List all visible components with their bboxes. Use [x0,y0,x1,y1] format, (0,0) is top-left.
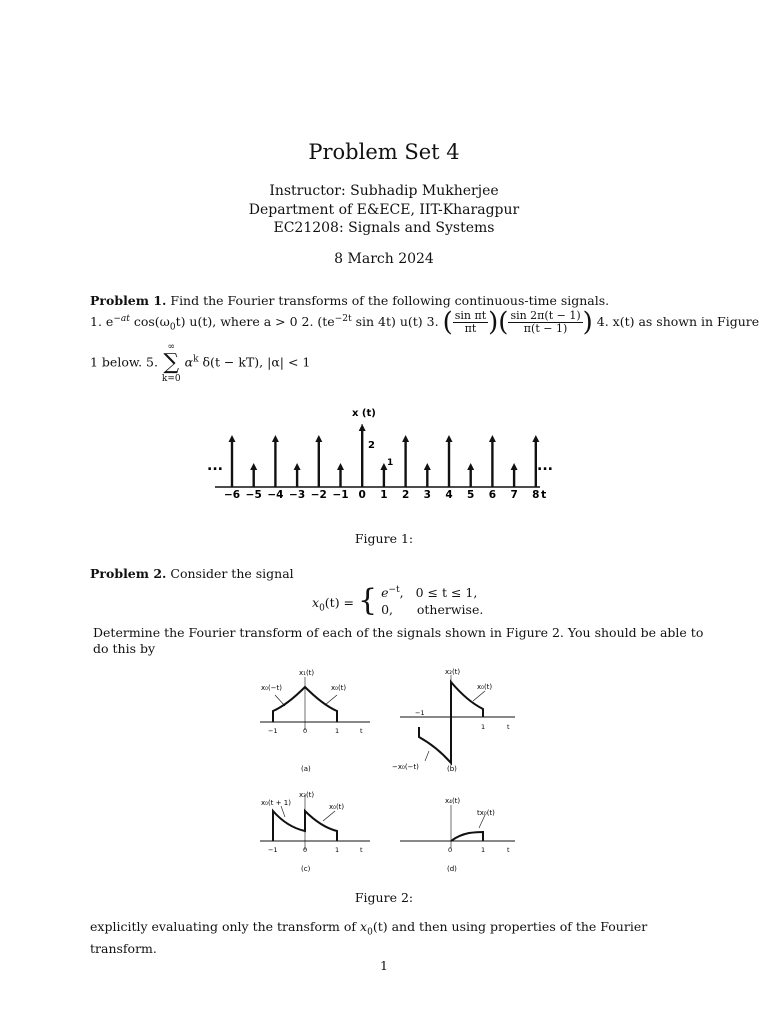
item4-text: 4. x(t) as shown in Figure [592,314,760,329]
problem2-heading: Problem 2. [90,566,167,581]
impulse-arrowhead-2 [272,435,279,442]
fig2b-right-label: x₀(t) [477,683,493,691]
item2-text: (te [317,314,335,329]
figure1-impulses [229,424,540,487]
case1-expr: e [381,585,389,601]
tick-label-11: 5 [467,489,475,501]
ending-x: x [360,919,368,934]
fig2a-tick-0: 0 [303,727,308,735]
paren-close-1: ) [488,307,499,338]
fig2b-label: (b) [447,765,457,773]
paren-open-1: ( [442,307,453,338]
tick-label-6: 0 [358,489,366,501]
page-title: Problem Set 4 [308,140,460,164]
fig2a-tick-1: 1 [335,727,340,735]
fig2b-bottom-label: −x₀(−t) [392,763,419,771]
tick-label-7: 1 [380,489,388,501]
fig2a-left-label: x₀(−t) [261,684,283,692]
paren-close-2: ) [582,307,593,338]
ellipsis-right: ... [537,458,553,474]
problem1-items-line1 [90,307,760,338]
impulse-arrowhead-0 [229,435,236,442]
item5-exponent: k [193,354,199,365]
sum-symbol [162,342,181,384]
figure2-panel-a [260,669,370,773]
tick-label-10: 4 [445,489,453,501]
figure1-xlabel: t [541,488,547,501]
item2-rest: sin 4t) u(t) [351,314,423,329]
x0-lhs-x: x [312,594,320,610]
sum-top: ∞ [167,342,176,352]
fig2b-ylabel: x₂(t) [445,668,461,676]
impulse-arrowhead-13 [511,463,518,470]
problem1-intro: Find the Fourier transforms of the following continuous-time signals. [170,293,610,308]
figure1-impulse-train [195,400,575,510]
problem2-intro-line [90,566,690,582]
figure2-panel-b [392,668,515,773]
line2-prefix: 1 below. 5. [90,354,162,370]
item3-num2: sin 2π(t − 1) [510,309,581,322]
item5-rest: δ(t − kT), |α| < 1 [198,354,311,370]
paren-open-2: ( [498,307,509,338]
fig2b-tick-1: 1 [481,723,486,731]
impulse-arrowhead-11 [467,463,474,470]
impulse-arrowhead-8 [402,435,409,442]
instructor: Instructor: Subhadip Mukherjee [269,183,499,199]
ending-sub: 0 [367,927,373,938]
fig2d-tick-1: 1 [481,846,486,854]
case1: $e^{-t}$, 0 ≤ t ≤ 1, [381,585,478,601]
x0-cases [381,582,483,618]
fig2d-right-label: tx₀(t) [477,809,495,817]
case1-exponent: −t [388,585,400,595]
figure1-tick-labels [224,489,540,501]
tick-label-12: 6 [488,489,497,501]
tick-label-3: −3 [289,489,306,501]
impulse-arrowhead-12 [489,435,496,442]
fig2a-label: (a) [301,765,311,773]
tick-label-5: −1 [332,489,349,501]
impulse-arrowhead-9 [424,463,431,470]
fig2d-tick-0: 0 [448,846,453,854]
fig2c-label: (c) [301,865,311,873]
item2-exponent: −2t [334,313,352,324]
fig2a-tick-t: t [360,727,363,735]
item1-exponent: −at [113,313,130,324]
case2 [381,601,483,618]
fig2c-tick-0: 0 [303,846,308,854]
tick-label-4: −2 [310,489,327,501]
item3-num1: sin πt [454,309,487,322]
case2-expr: 0, [381,602,394,618]
fig2a-ylabel: x₁(t) [299,669,315,677]
tick-label-1: −5 [245,489,262,501]
fig2a-tick-neg1: −1 [268,727,278,735]
problem2-intro: Consider the signal [170,566,294,581]
item3-den2: π(t − 1) [523,322,568,335]
fig2c-ylabel: x₃(t) [299,791,315,799]
fig2a-right-label: x₀(t) [331,684,347,692]
fig2d-ylabel: x₄(t) [445,797,461,805]
impulse-arrowhead-1 [250,463,257,470]
impulse-arrowhead-14 [532,435,539,442]
impulse-arrowhead-6 [359,424,366,431]
tick-label-14: 8 [532,489,540,501]
item1-text: 1. e [90,314,114,329]
date: 8 March 2024 [334,251,434,267]
x0-lhs [312,595,354,614]
item3-den1: πt [464,322,477,335]
brace: { [358,582,378,618]
department: Department of E&ECE, IIT-Kharagpur [248,202,520,218]
fig2d-tick-t: t [507,846,510,854]
ending-a: explicitly evaluating only the transform of [90,919,361,934]
fig2b-tick-t: t [507,723,510,731]
tick-label-0: −6 [223,489,241,501]
ending-b: (t) and then using properties of the Fourier transform. [90,919,648,956]
problem1-intro-line [90,293,690,309]
item2-prefix: 2. [297,314,318,329]
x0-lhs-sub: 0 [319,603,325,614]
impulse-arrowhead-5 [337,463,344,470]
ellipsis-left: ... [207,458,223,474]
fig2b-tick-neg1: −1 [415,709,425,717]
item3-fraction-1 [453,310,488,335]
item1-rest: cos(ω [129,314,170,329]
figure2-caption: Figure 2: [354,890,414,905]
figure2-panel-c [260,791,370,873]
figure2-signals [255,665,525,880]
item5-alpha: α [184,354,194,370]
fig2c-right-label: x₀(t) [329,803,345,811]
impulse-label-2: 2 [368,440,375,451]
fig2c-tick-t: t [360,846,363,854]
problem2-ending [90,919,690,957]
fig2c-tick-neg1: −1 [268,846,278,854]
sigma-glyph: ∑ [163,350,180,375]
item1-end: t) u(t), where a > 0 [175,314,298,329]
page-number: 1 [380,958,388,973]
figure1-ylabel: x (t) [352,408,376,419]
fig2d-label: (d) [447,865,457,873]
x0-lhs-rest: (t) = [324,594,355,610]
problem1-items-line2 [90,342,690,384]
figure1-caption: Figure 1: [354,531,414,546]
course: EC21208: Signals and Systems [273,220,495,236]
tick-label-9: 3 [423,489,431,501]
item3-prefix: 3. [422,314,443,329]
tick-label-2: −4 [267,489,284,501]
impulse-arrowhead-3 [294,463,301,470]
fig2c-tick-1: 1 [335,846,340,854]
sum-bottom: k=0 [161,374,181,384]
case2-cond: otherwise. [416,602,484,618]
impulse-arrowhead-10 [446,435,453,442]
item3-fraction-2 [508,310,582,335]
impulse-arrowhead-4 [315,435,322,442]
item1-subscript: 0 [169,322,176,333]
impulse-label-1: 1 [387,458,394,468]
x0-definition [312,582,483,618]
tick-label-8: 2 [401,489,410,501]
problem1-heading: Problem 1. [90,293,167,308]
fig2c-left-label: x₀(t + 1) [261,799,291,807]
problem2-body: Determine the Fourier transform of each of the signals shown in Figure 2. You should be able to do this by [93,625,704,656]
case1-cond: 0 ≤ t ≤ 1, [415,585,478,601]
tick-label-13: 7 [510,489,518,501]
figure2-panel-d [400,797,515,873]
